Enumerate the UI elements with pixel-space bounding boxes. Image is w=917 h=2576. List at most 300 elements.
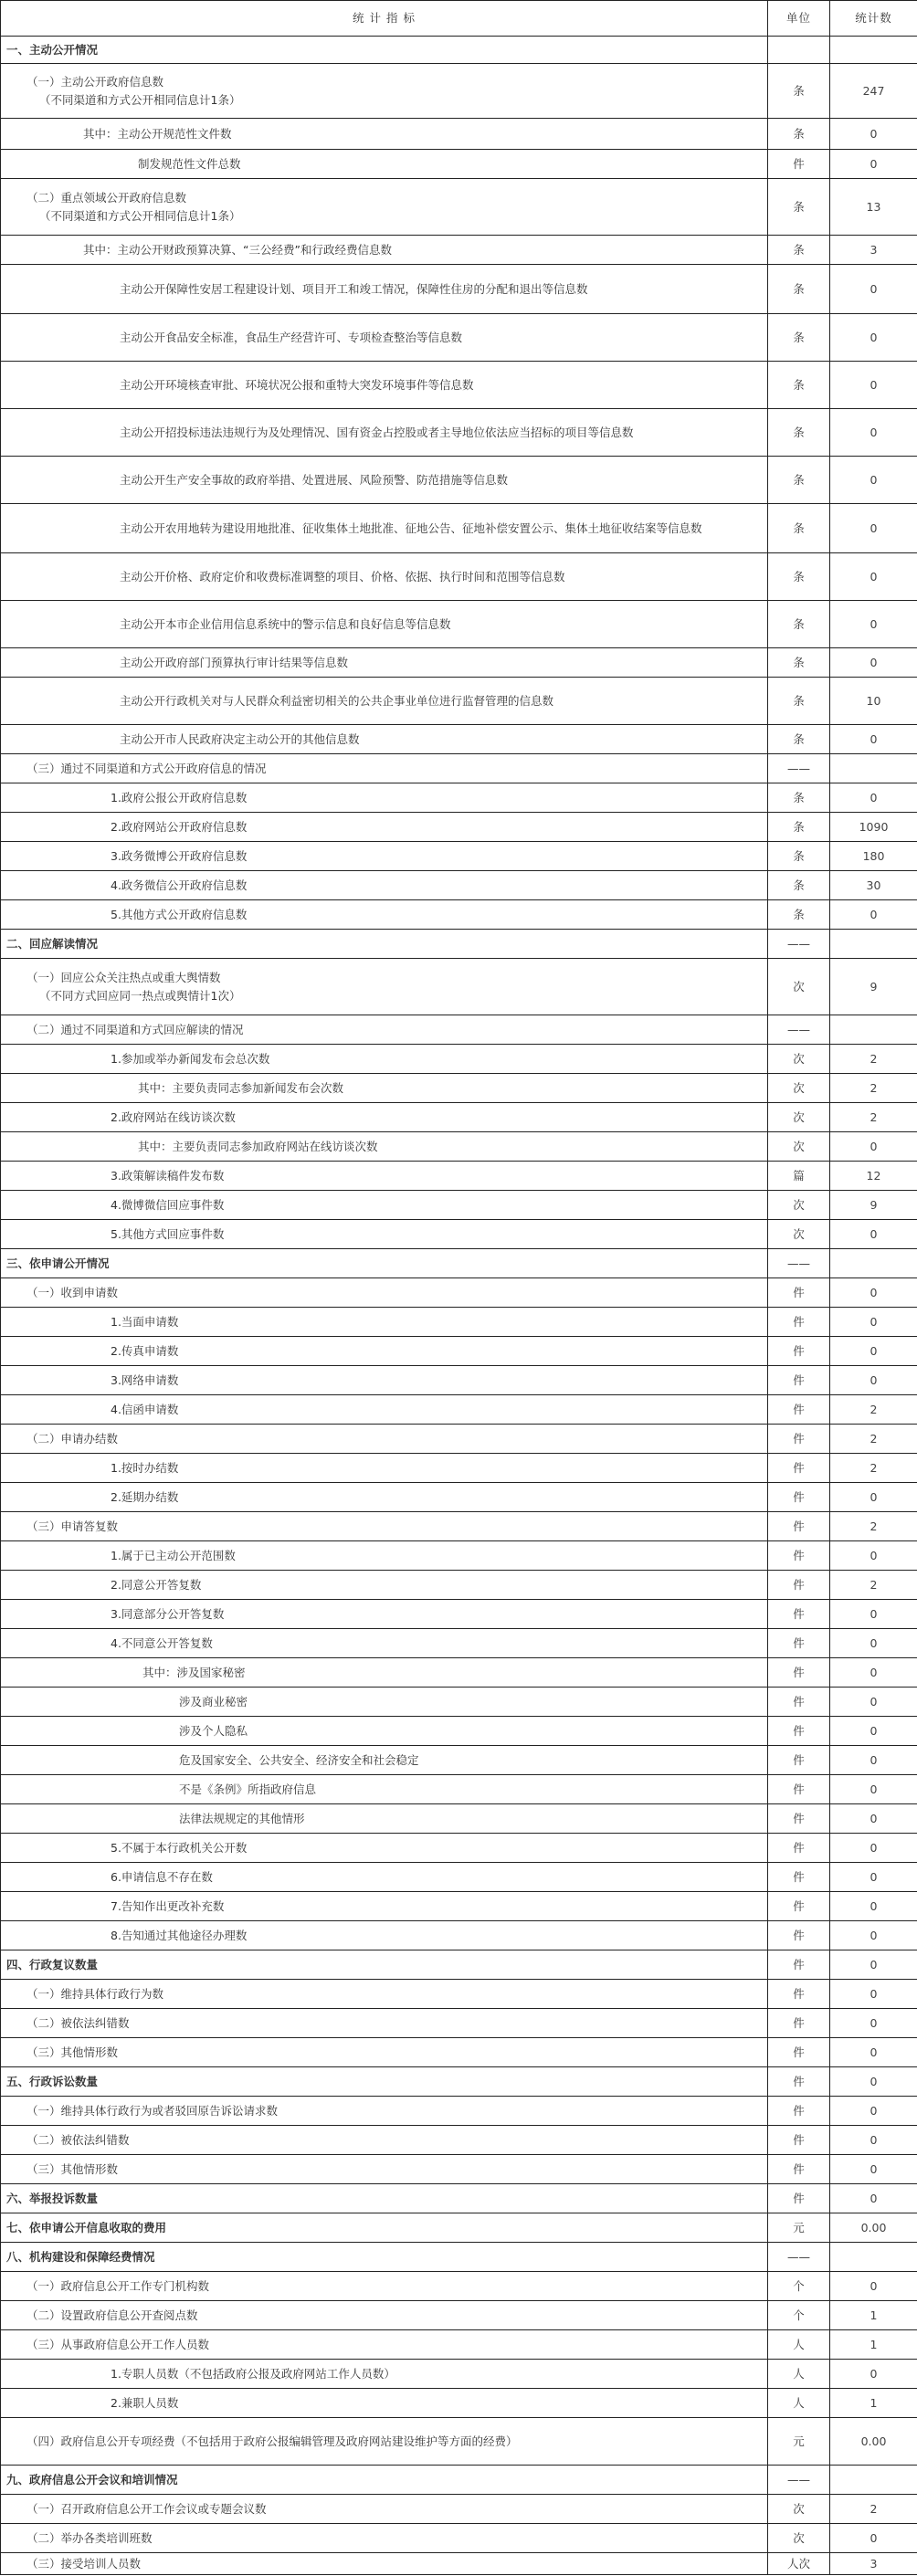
unit-cell: 件: [768, 2038, 830, 2067]
unit-cell: ——: [768, 930, 830, 959]
indicator-label: （二）举办各类培训班数: [26, 2530, 153, 2545]
indicator-label: 其中：主要负责同志参加新闻发布会次数: [138, 1080, 344, 1095]
value-cell: 13: [830, 179, 917, 236]
value-cell: 0: [830, 1892, 917, 1921]
table-row: [1, 236, 917, 265]
indicator-cell: [1, 2097, 768, 2126]
indicator-cell: [1, 900, 768, 930]
indicator-note: （不同渠道和方式公开相同信息计1条）: [39, 208, 241, 223]
table-row: [1, 1162, 917, 1191]
value-cell: 0: [830, 2360, 917, 2389]
table-row: [1, 504, 917, 553]
unit-cell: 条: [768, 813, 830, 842]
unit-cell: 件: [768, 1658, 830, 1688]
table-row: [1, 1045, 917, 1074]
unit-cell: 人: [768, 2330, 830, 2360]
indicator-cell: [1, 1425, 768, 1454]
indicator-cell: [1, 504, 768, 553]
table-row: [1, 150, 917, 179]
value-cell: 0: [830, 265, 917, 314]
unit-cell: 篇: [768, 1162, 830, 1191]
value-cell: 0: [830, 1717, 917, 1746]
value-cell: 0: [830, 1308, 917, 1337]
indicator-cell: [1, 37, 768, 64]
table-row: [1, 900, 917, 930]
unit-cell: 件: [768, 1541, 830, 1571]
indicator-label: （二）重点领域公开政府信息数: [26, 190, 187, 205]
indicator-cell: [1, 1980, 768, 2009]
unit-cell: 元: [768, 2418, 830, 2466]
indicator-cell: [1, 1308, 768, 1337]
table-row: [1, 2495, 917, 2524]
table-row: [1, 678, 917, 725]
indicator-label: 1.专职人员数（不包括政府公报及政府网站工作人员数）: [111, 2366, 395, 2381]
value-cell: 0: [830, 119, 917, 150]
indicator-cell: [1, 1454, 768, 1483]
indicator-cell: [1, 2553, 768, 2575]
indicator-label: 其中：主动公开规范性文件数: [83, 126, 232, 141]
indicator-cell: [1, 2184, 768, 2213]
indicator-cell: [1, 150, 768, 179]
indicator-label: 2.传真申请数: [111, 1343, 179, 1358]
table-row: [1, 314, 917, 362]
indicator-label: 七、依申请公开信息收取的费用: [6, 2220, 167, 2234]
value-cell: 0: [830, 2126, 917, 2155]
unit-cell: ——: [768, 1249, 830, 1278]
value-cell: 0: [830, 2009, 917, 2038]
indicator-label: （一）收到申请数: [26, 1285, 119, 1299]
table-row: [1, 1717, 917, 1746]
table-row: [1, 1395, 917, 1425]
indicator-label: 危及国家安全、公共安全、经济安全和社会稳定: [179, 1752, 419, 1767]
unit-cell: 件: [768, 1834, 830, 1863]
unit-cell: 条: [768, 871, 830, 900]
indicator-label: 5.其他方式公开政府信息数: [111, 907, 248, 921]
indicator-cell: [1, 2360, 768, 2389]
value-cell: 0: [830, 1483, 917, 1512]
indicator-cell: [1, 2495, 768, 2524]
indicator-label: （二）通过不同渠道和方式回应解读的情况: [26, 1022, 244, 1036]
indicator-label: 2.政府网站在线访谈次数: [111, 1109, 236, 1124]
indicator-cell: [1, 1395, 768, 1425]
indicator-label: 2.政府网站公开政府信息数: [111, 819, 248, 834]
unit-cell: 件: [768, 2067, 830, 2097]
indicator-cell: [1, 725, 768, 754]
table-row: [1, 648, 917, 678]
indicator-label: 3.政策解读稿件发布数: [111, 1168, 225, 1183]
indicator-label: 主动公开农用地转为建设用地批准、征收集体土地批准、征地公告、征地补偿安置公示、集体土地征收结案等信息数: [120, 520, 702, 535]
table-row: [1, 2097, 917, 2126]
value-cell: 0: [830, 1688, 917, 1717]
indicator-label: 九、政府信息公开会议和培训情况: [6, 2472, 178, 2487]
indicator-label: 2.延期办结数: [111, 1489, 179, 1504]
unit-cell: 件: [768, 1483, 830, 1512]
value-cell: 0: [830, 314, 917, 362]
unit-cell: 条: [768, 504, 830, 553]
indicator-label: 1.按时办结数: [111, 1460, 179, 1475]
unit-cell: 条: [768, 119, 830, 150]
indicator-cell: [1, 754, 768, 783]
unit-cell: 人: [768, 2360, 830, 2389]
table-row: [1, 1249, 917, 1278]
indicator-cell: [1, 1921, 768, 1950]
value-cell: 2: [830, 1454, 917, 1483]
value-cell: 9: [830, 959, 917, 1015]
indicator-label: （四）政府信息公开专项经费（不包括用于政府公报编辑管理及政府网站建设维护等方面的经费）: [26, 2434, 518, 2448]
unit-cell: 人次: [768, 2553, 830, 2575]
unit-cell: 件: [768, 1366, 830, 1395]
unit-cell: [768, 37, 830, 64]
unit-cell: 条: [768, 553, 830, 601]
table-row: [1, 1015, 917, 1045]
table-row: [1, 64, 917, 119]
value-cell: 3: [830, 2553, 917, 2575]
indicator-cell: [1, 1717, 768, 1746]
table-row: [1, 2184, 917, 2213]
value-cell: 2: [830, 1074, 917, 1103]
value-cell: 0: [830, 900, 917, 930]
unit-cell: 件: [768, 1600, 830, 1629]
unit-cell: 条: [768, 783, 830, 813]
indicator-cell: [1, 871, 768, 900]
indicator-cell: [1, 1688, 768, 1717]
indicator-cell: [1, 2418, 768, 2466]
table-row: [1, 1483, 917, 1512]
unit-cell: 件: [768, 1629, 830, 1658]
table-row: [1, 725, 917, 754]
unit-cell: 条: [768, 601, 830, 648]
indicator-label: （二）被依法纠错数: [26, 2015, 130, 2030]
indicator-label: 五、行政诉讼数量: [6, 2074, 99, 2088]
value-cell: [830, 2243, 917, 2272]
unit-cell: 条: [768, 265, 830, 314]
value-cell: 0: [830, 2184, 917, 2213]
table-row: [1, 2301, 917, 2330]
indicator-cell: [1, 362, 768, 409]
table-row: [1, 1425, 917, 1454]
indicator-label: 主动公开生产安全事故的政府举措、处置进展、风险预警、防范措施等信息数: [120, 472, 509, 487]
value-cell: 0: [830, 1541, 917, 1571]
indicator-label: （三）其他情形数: [26, 2045, 119, 2059]
value-cell: 1090: [830, 813, 917, 842]
indicator-label: 其中：涉及国家秘密: [142, 1665, 246, 1679]
indicator-label: 4.信函申请数: [111, 1402, 179, 1416]
table-row: [1, 553, 917, 601]
unit-cell: 条: [768, 842, 830, 871]
unit-cell: 条: [768, 362, 830, 409]
unit-cell: 人: [768, 2389, 830, 2418]
indicator-cell: [1, 1892, 768, 1921]
indicator-label: 8.告知通过其他途径办理数: [111, 1928, 248, 1942]
unit-cell: ——: [768, 2243, 830, 2272]
unit-cell: 件: [768, 1337, 830, 1366]
indicator-cell: [1, 2301, 768, 2330]
table-row: [1, 2330, 917, 2360]
table-row: [1, 1220, 917, 1249]
value-cell: [830, 1015, 917, 1045]
table-row: [1, 930, 917, 959]
value-cell: 0: [830, 648, 917, 678]
value-cell: 0: [830, 783, 917, 813]
value-cell: 0: [830, 1950, 917, 1980]
indicator-cell: [1, 813, 768, 842]
indicator-cell: [1, 930, 768, 959]
value-cell: 0: [830, 1600, 917, 1629]
indicator-label: （三）申请答复数: [26, 1519, 119, 1533]
indicator-cell: [1, 678, 768, 725]
unit-cell: 件: [768, 2184, 830, 2213]
indicator-cell: [1, 64, 768, 119]
value-cell: 0: [830, 2272, 917, 2301]
indicator-label: （一）回应公众关注热点或重大舆情数: [26, 970, 221, 984]
unit-cell: 次: [768, 1045, 830, 1074]
value-cell: 0: [830, 1863, 917, 1892]
unit-cell: 件: [768, 1308, 830, 1337]
indicator-label: 7.告知作出更改补充数: [111, 1898, 225, 1913]
indicator-label: （三）从事政府信息公开工作人员数: [26, 2337, 210, 2351]
indicator-label: 一、主动公开情况: [6, 42, 99, 57]
indicator-label: 4.不同意公开答复数: [111, 1635, 213, 1650]
indicator-label: （二）申请办结数: [26, 1431, 119, 1446]
value-cell: 0: [830, 1658, 917, 1688]
table-row: [1, 601, 917, 648]
unit-cell: 件: [768, 1950, 830, 1980]
value-cell: 1: [830, 2301, 917, 2330]
indicator-cell: [1, 2272, 768, 2301]
table-row: [1, 2038, 917, 2067]
table-row: [1, 842, 917, 871]
unit-cell: 条: [768, 64, 830, 119]
indicator-cell: [1, 959, 768, 1015]
table-row: [1, 2067, 917, 2097]
value-cell: [830, 37, 917, 64]
unit-cell: 次: [768, 959, 830, 1015]
table-row: [1, 409, 917, 457]
value-cell: 0: [830, 1834, 917, 1863]
unit-cell: 件: [768, 1717, 830, 1746]
value-cell: 3: [830, 236, 917, 265]
value-cell: 0: [830, 2155, 917, 2184]
indicator-cell: [1, 1045, 768, 1074]
value-cell: 1: [830, 2330, 917, 2360]
unit-cell: 个: [768, 2272, 830, 2301]
unit-cell: 条: [768, 179, 830, 236]
table-row: [1, 1980, 917, 2009]
value-cell: 2: [830, 1512, 917, 1541]
unit-cell: 件: [768, 1746, 830, 1775]
indicator-cell: [1, 1600, 768, 1629]
table-row: [1, 1950, 917, 1980]
table-row: [1, 1834, 917, 1863]
table-row: [1, 457, 917, 504]
indicator-cell: [1, 1571, 768, 1600]
unit-cell: 条: [768, 457, 830, 504]
value-cell: 0: [830, 601, 917, 648]
value-cell: 0.00: [830, 2213, 917, 2243]
value-cell: 2: [830, 1571, 917, 1600]
value-cell: [830, 1249, 917, 1278]
indicator-label: 六、举报投诉数量: [6, 2191, 99, 2205]
indicator-cell: [1, 1541, 768, 1571]
table-row: [1, 1308, 917, 1337]
table-row: [1, 362, 917, 409]
unit-cell: 件: [768, 1775, 830, 1804]
indicator-label: （三）通过不同渠道和方式公开政府信息的情况: [26, 761, 267, 775]
indicator-label: 八、机构建设和保障经费情况: [6, 2249, 155, 2264]
indicator-cell: [1, 1483, 768, 1512]
indicator-label: 主动公开招投标违法违规行为及处理情况、国有资金占控股或者主导地位依法应当招标的项目等信息数: [120, 425, 634, 439]
indicator-label: （二）设置政府信息公开查阅点数: [26, 2308, 198, 2322]
table-row: [1, 1103, 917, 1132]
indicator-cell: [1, 1366, 768, 1395]
table-row: [1, 783, 917, 813]
unit-cell: 条: [768, 648, 830, 678]
unit-cell: ——: [768, 754, 830, 783]
indicator-label: 主动公开政府部门预算执行审计结果等信息数: [120, 655, 349, 669]
indicator-cell: [1, 1337, 768, 1366]
value-cell: 0: [830, 1132, 917, 1162]
indicator-label: 制发规范性文件总数: [138, 156, 241, 171]
unit-cell: 件: [768, 1688, 830, 1717]
indicator-cell: [1, 2155, 768, 2184]
indicator-label: 主动公开环境核查审批、环境状况公报和重特大突发环境事件等信息数: [120, 377, 474, 392]
value-cell: 0: [830, 2524, 917, 2553]
value-cell: 10: [830, 678, 917, 725]
indicator-label: 其中：主要负责同志参加政府网站在线访谈次数: [138, 1139, 378, 1153]
table-row: [1, 1191, 917, 1220]
indicator-cell: [1, 1278, 768, 1308]
indicator-cell: [1, 1103, 768, 1132]
indicator-cell: [1, 1629, 768, 1658]
unit-cell: 件: [768, 1454, 830, 1483]
indicator-label: 涉及个人隐私: [179, 1723, 248, 1738]
value-cell: 0: [830, 150, 917, 179]
indicator-label: （一）召开政府信息公开工作会议或专题会议数: [26, 2501, 267, 2516]
value-cell: 0: [830, 553, 917, 601]
unit-cell: 次: [768, 1220, 830, 1249]
indicator-label: 3.同意部分公开答复数: [111, 1606, 225, 1621]
value-cell: [830, 2466, 917, 2495]
unit-cell: 件: [768, 1892, 830, 1921]
unit-cell: 元: [768, 2213, 830, 2243]
indicator-cell: [1, 648, 768, 678]
indicator-cell: [1, 601, 768, 648]
indicator-label: 3.政务微博公开政府信息数: [111, 848, 248, 863]
value-cell: [830, 754, 917, 783]
indicator-label: （一）维持具体行政行为数: [26, 1986, 164, 2001]
table-row: [1, 2466, 917, 2495]
indicator-cell: [1, 1015, 768, 1045]
indicator-cell: [1, 1191, 768, 1220]
table-row: [1, 1775, 917, 1804]
indicator-label: 2.兼职人员数: [111, 2395, 179, 2410]
value-cell: 0: [830, 504, 917, 553]
unit-cell: 件: [768, 1804, 830, 1834]
indicator-label: （一）维持具体行政行为或者驳回原告诉讼请求数: [26, 2103, 279, 2118]
table-row: [1, 1921, 917, 1950]
indicator-cell: [1, 2389, 768, 2418]
indicator-note: （不同渠道和方式公开相同信息计1条）: [39, 92, 241, 107]
value-cell: 0: [830, 2097, 917, 2126]
unit-cell: 个: [768, 2301, 830, 2330]
unit-cell: 件: [768, 1395, 830, 1425]
table-row: [1, 1278, 917, 1308]
unit-cell: 件: [768, 1278, 830, 1308]
value-cell: 0: [830, 1775, 917, 1804]
value-cell: 2: [830, 1103, 917, 1132]
table-row: [1, 2126, 917, 2155]
unit-cell: 件: [768, 2155, 830, 2184]
indicator-cell: [1, 2126, 768, 2155]
value-cell: 0: [830, 409, 917, 457]
indicator-label: 不是《条例》所指政府信息: [179, 1782, 317, 1796]
unit-cell: 件: [768, 2009, 830, 2038]
indicator-cell: [1, 1074, 768, 1103]
unit-cell: 次: [768, 2495, 830, 2524]
header-unit: 单位: [768, 1, 830, 37]
indicator-label: 2.同意公开答复数: [111, 1577, 202, 1592]
unit-cell: 条: [768, 314, 830, 362]
indicator-label: 4.政务微信公开政府信息数: [111, 878, 248, 892]
table-row: [1, 265, 917, 314]
table-row: [1, 1541, 917, 1571]
unit-cell: 次: [768, 1074, 830, 1103]
table-row: [1, 179, 917, 236]
value-cell: 0: [830, 1921, 917, 1950]
unit-cell: 次: [768, 1191, 830, 1220]
unit-cell: 件: [768, 1921, 830, 1950]
indicator-cell: [1, 1132, 768, 1162]
unit-cell: 件: [768, 150, 830, 179]
indicator-cell: [1, 1746, 768, 1775]
table-row: [1, 1132, 917, 1162]
indicator-cell: [1, 2243, 768, 2272]
table-row: [1, 1454, 917, 1483]
table-row: [1, 1688, 917, 1717]
unit-cell: 件: [768, 2097, 830, 2126]
unit-cell: 次: [768, 2524, 830, 2553]
indicator-label: 1.参加或举办新闻发布会总次数: [111, 1051, 270, 1066]
indicator-cell: [1, 783, 768, 813]
table-row: [1, 2360, 917, 2389]
indicator-cell: [1, 2067, 768, 2097]
indicator-label: 主动公开价格、政府定价和收费标准调整的项目、价格、依据、执行时间和范围等信息数: [120, 569, 565, 584]
value-cell: 0: [830, 1804, 917, 1834]
indicator-label: 法律法规规定的其他情形: [179, 1811, 305, 1825]
indicator-cell: [1, 1863, 768, 1892]
value-cell: 2: [830, 1045, 917, 1074]
unit-cell: 件: [768, 1425, 830, 1454]
indicator-label: （一）政府信息公开工作专门机构数: [26, 2278, 210, 2293]
table-row: [1, 2553, 917, 2575]
indicator-cell: [1, 2038, 768, 2067]
table-row: [1, 37, 917, 64]
unit-cell: 次: [768, 1103, 830, 1132]
table-row: [1, 1337, 917, 1366]
indicator-cell: [1, 314, 768, 362]
table-row: [1, 2418, 917, 2466]
indicator-label: 二、回应解读情况: [6, 936, 99, 951]
table-row: [1, 119, 917, 150]
unit-cell: 条: [768, 725, 830, 754]
indicator-cell: [1, 1658, 768, 1688]
unit-cell: 件: [768, 1980, 830, 2009]
indicator-cell: [1, 1220, 768, 1249]
indicator-label: 涉及商业秘密: [179, 1694, 248, 1709]
value-cell: 0: [830, 1629, 917, 1658]
table-row: [1, 1366, 917, 1395]
indicator-label: 主动公开食品安全标准，食品生产经营许可、专项检查整治等信息数: [120, 330, 463, 344]
